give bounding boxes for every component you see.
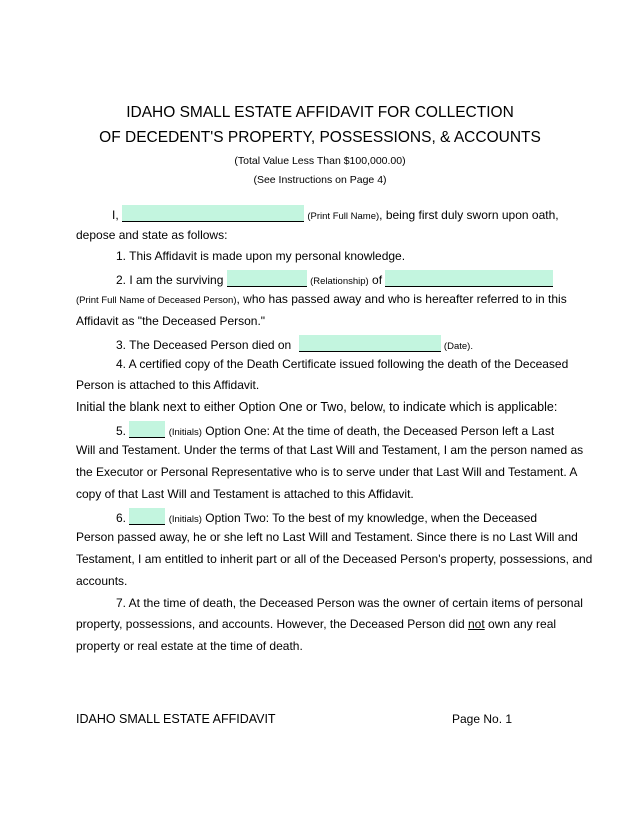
item-2-line-3: Affidavit as "the Deceased Person." — [76, 314, 266, 328]
relationship-label: (Relationship) — [310, 276, 369, 287]
option-two-initials-label: (Initials) — [168, 514, 202, 525]
item-1: 1. This Affidavit is made upon my personal knowledge. — [116, 249, 406, 263]
item-5-line-4: copy of that Last Will and Testament is attached to this Affidavit. — [76, 487, 414, 501]
relationship-field[interactable] — [227, 270, 307, 287]
intro-line-2: depose and state as follows: — [76, 228, 228, 242]
item-5-line-2: Will and Testament. Under the terms of that Last Will and Testament, I am the person named as — [76, 443, 584, 457]
item-4-line-2: Person is attached to this Affidavit. — [76, 378, 260, 392]
title-line-1: IDAHO SMALL ESTATE AFFIDAVIT FOR COLLECTION — [126, 104, 514, 121]
subtitle-value-limit: (Total Value Less Than $100,000.00) — [234, 155, 406, 167]
item-6-line-3: Testament, I am entitled to inherit part or all of the Deceased Person's property, possessions, and — [76, 552, 593, 566]
item-5-line-3: the Executor or Personal Representative who is to serve under that Last Will and Testament. A — [76, 465, 578, 479]
initial-instruction: Initial the blank next to either Option One or Two, below, to indicate which is applicable: — [76, 400, 558, 414]
footer-title: IDAHO SMALL ESTATE AFFIDAVIT — [76, 712, 276, 726]
option-one-initials-label: (Initials) — [168, 427, 202, 438]
deceased-name-field[interactable] — [385, 270, 553, 287]
item-2-line-2: (Print Full Name of Deceased Person), who has passed away and who is hereafter referred to in this — [76, 292, 567, 306]
item-7-line-1: 7. At the time of death, the Deceased Person was the owner of certain items of personal — [116, 596, 583, 610]
not-underlined: not — [468, 617, 485, 631]
item-2-line-1: 2. I am the surviving (Relationship) of — [116, 270, 553, 287]
item-6-line-4: accounts. — [76, 574, 128, 588]
option-one-initials-field[interactable] — [129, 421, 165, 438]
item-4-line-1: 4. A certified copy of the Death Certificate issued following the death of the Deceased — [116, 357, 569, 371]
item-7-line-2: property, possessions, and accounts. However, the Deceased Person did not own any real — [76, 617, 557, 631]
item-3: 3. The Deceased Person died on (Date). — [116, 335, 473, 352]
date-of-death-field[interactable] — [299, 335, 441, 352]
item-6-line-2: Person passed away, he or she left no Last Will and Testament. Since there is no Last Will and — [76, 530, 578, 544]
item-5-line-1: 5. (Initials) Option One: At the time of death, the Deceased Person left a Last — [116, 421, 554, 438]
option-two-initials-field[interactable] — [129, 508, 165, 525]
subtitle-instructions: (See Instructions on Page 4) — [253, 174, 387, 186]
full-name-field[interactable] — [122, 205, 304, 222]
item-6-line-1: 6. (Initials) Option Two: To the best of my knowledge, when the Deceased — [116, 508, 537, 525]
date-label: (Date). — [443, 341, 473, 352]
page-number: Page No. 1 — [452, 712, 513, 726]
print-name-label: (Print Full Name) — [307, 211, 380, 222]
item-7-line-3: property or real estate at the time of death. — [76, 639, 303, 653]
title-line-2: OF DECEDENT'S PROPERTY, POSSESSIONS, & ACCOUNTS — [99, 129, 541, 146]
intro-line: I, (Print Full Name), being first duly sworn upon oath, — [112, 205, 559, 222]
